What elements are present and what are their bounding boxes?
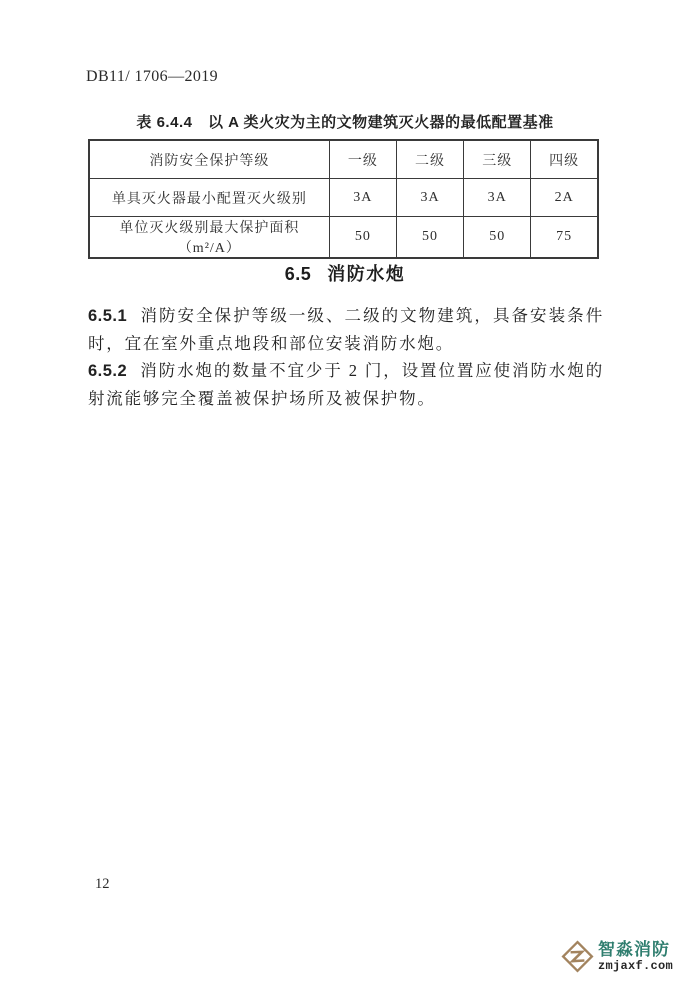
value-cell: 2A: [531, 179, 598, 217]
table-header-cell: 二级: [396, 140, 463, 179]
value-cell: 50: [396, 217, 463, 259]
body-text-block: [88, 302, 604, 412]
clause-6-5-2: [88, 357, 604, 412]
watermark: [560, 939, 673, 974]
watermark-text: [598, 941, 673, 972]
watermark-url: zmjaxf.com: [598, 959, 674, 973]
value-cell: 75: [531, 217, 598, 259]
clause-text: 消防安全保护等级一级、二级的文物建筑，具备安装条件时，宜在室外重点地段和部位安装消防水炮。: [88, 306, 604, 353]
table-header-cell: 一级: [329, 140, 396, 179]
value-cell: 50: [464, 217, 531, 259]
standard-code-header: DB11/ 1706—2019: [86, 68, 219, 85]
section-number: 6.5: [284, 264, 312, 284]
section-title: 消防水炮: [327, 264, 406, 284]
table-row: [89, 217, 598, 259]
table-caption: 表 6.4.4 以 A 类火灾为主的文物建筑灭火器的最低配置基准: [136, 114, 554, 131]
clause-number: 6.5.2: [88, 362, 128, 380]
value-cell: 50: [329, 217, 396, 259]
clause-text: 消防水炮的数量不宜少于 2 门，设置位置应使消防水炮的射流能够完全覆盖被保护场所及被保护物。: [88, 361, 604, 408]
page-number: 12: [95, 876, 110, 892]
watermark-brand-name: 智淼消防: [598, 940, 670, 959]
value-cell: 3A: [464, 179, 531, 217]
table-header-cell: 消防安全保护等级: [89, 140, 329, 179]
clause-number: 6.5.1: [88, 307, 128, 325]
row-label-cell: 单具灭火器最小配置灭火级别: [89, 179, 329, 217]
table-row: [89, 179, 598, 217]
table-header-cell: 三级: [464, 140, 531, 179]
zhimiao-logo-icon: [560, 939, 595, 974]
table-header-row: [89, 140, 598, 179]
clause-6-5-1: [88, 302, 604, 357]
table-header-cell: 四级: [531, 140, 598, 179]
extinguisher-config-table: [88, 139, 599, 259]
value-cell: 3A: [329, 179, 396, 217]
value-cell: 3A: [396, 179, 463, 217]
section-heading: [0, 260, 690, 286]
row-label-cell: 单位灭火级别最大保护面积（m²/A）: [89, 217, 329, 259]
